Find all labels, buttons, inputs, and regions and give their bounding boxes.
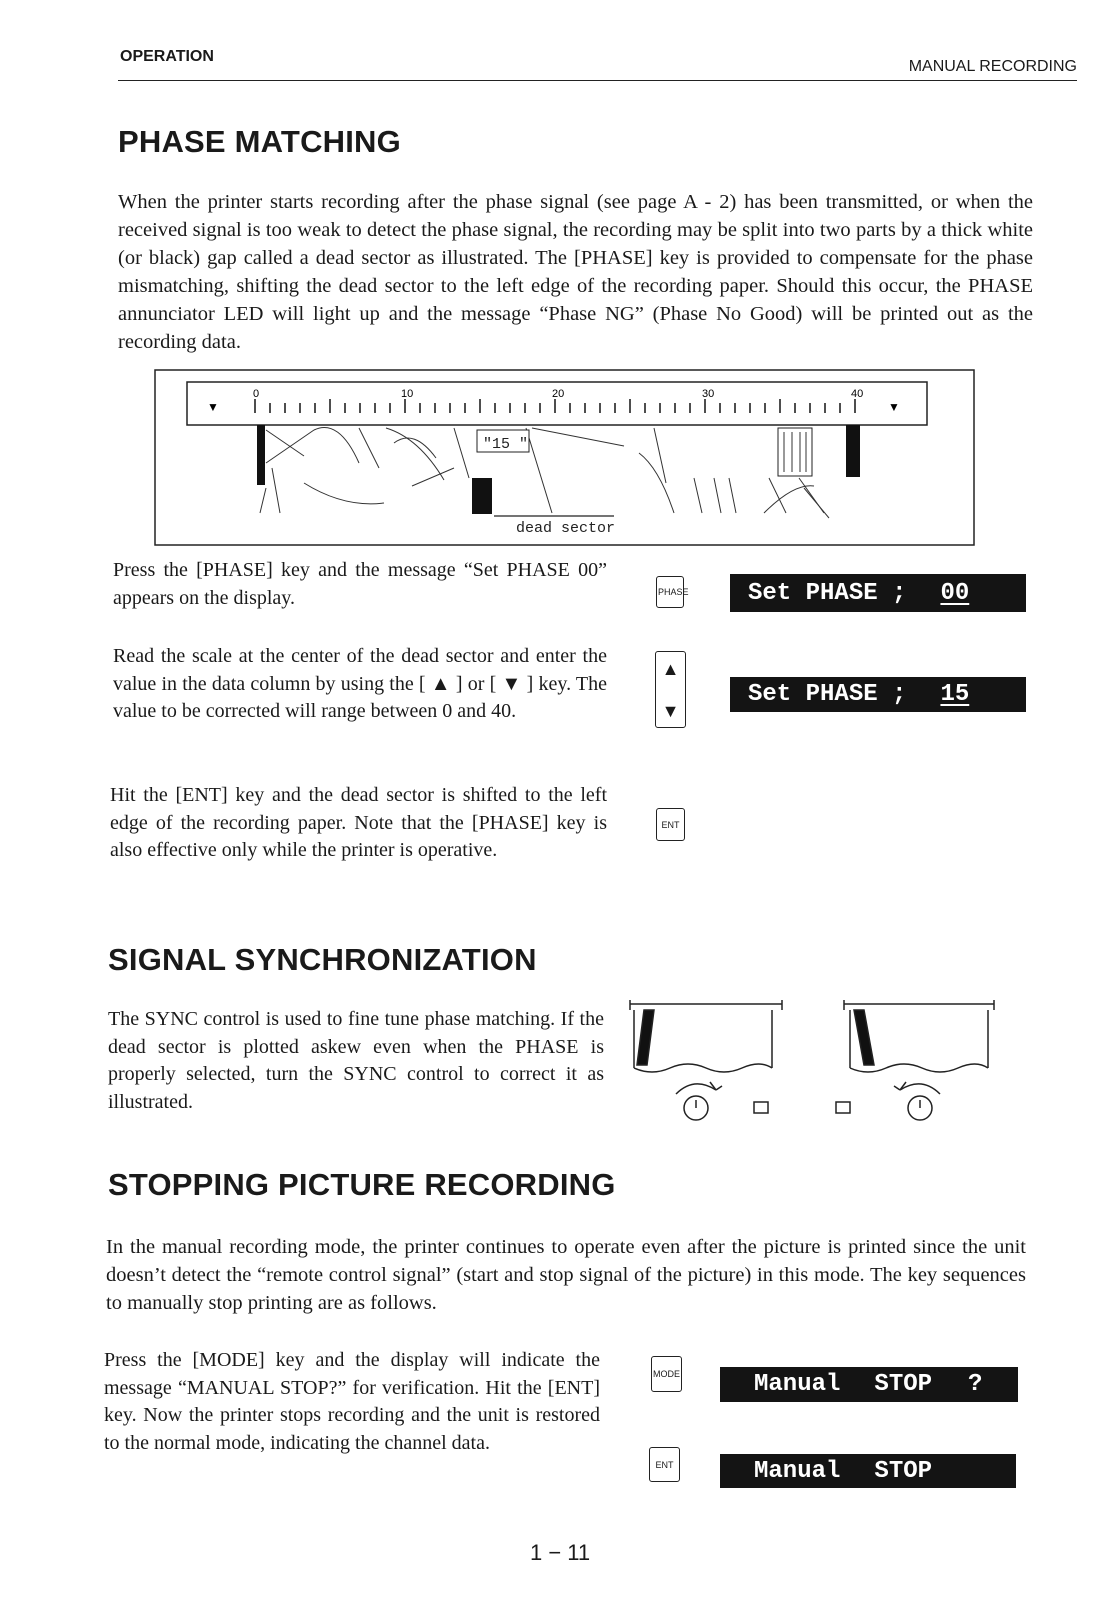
scale-label-10: 10 [401, 388, 414, 400]
ent-key[interactable]: ENT [649, 1447, 680, 1482]
header-rule [118, 80, 1077, 81]
phase-matching-intro: When the printer starts recording after the phase signal (see page A - 2) has been transmitted, or when the received signal is too weak to detect the phase signal, the recording may be split into two parts by a thick white (or black) gap called a dead sector as illustrated. The [PHASE] key is provided to compensate for the phase mismatching, shifting the dead sector to the left edge of the recording paper. Should this occur, the PHASE annunciator LED will light up and the message “Phase NG” (Phase No Good) will be printed out as the recording data. [118, 191, 1033, 353]
sync-illustration [622, 990, 1012, 1130]
left-scale-marker: ▼ [207, 400, 219, 414]
sync-knob-clockwise-icon [676, 1082, 768, 1120]
dead-sector-figure [154, 368, 976, 548]
signal-sync-title: SIGNAL SYNCHRONIZATION [108, 942, 537, 977]
down-arrow-key[interactable]: ▼ [661, 701, 680, 721]
display-value: 00 [940, 579, 970, 607]
paper-askew-right [844, 1000, 994, 1072]
right-scale-marker: ▼ [888, 400, 900, 414]
display-word: STOP [874, 1371, 933, 1398]
ent-key[interactable]: ENT [656, 808, 685, 841]
display-set-phase-00 [730, 574, 1026, 612]
mode-key[interactable]: MODE [651, 1356, 682, 1392]
arrow-keys [655, 651, 686, 728]
scale-label-20: 20 [552, 388, 565, 400]
dead-sector-label: dead sector [516, 520, 616, 537]
scale-label-0: 0 [253, 388, 260, 400]
display-value: 15 [940, 681, 970, 708]
display-word: STOP [874, 1457, 933, 1485]
step-phase-text: Press the [PHASE] key and the message “Set PHASE 00” appears on the display. [113, 559, 607, 609]
scale-label-30: 30 [702, 388, 715, 400]
display-set-phase-15 [730, 677, 1026, 712]
recorded-picture [257, 425, 860, 518]
phase-matching-title: PHASE MATCHING [118, 124, 401, 159]
step-scale-text: Read the scale at the center of the dead sector and enter the value in the data column by using the [ ▲ ] or [ ▼ ] key. The value to be corrected will range between 0 and 40. [113, 645, 607, 722]
header-section: OPERATION [120, 48, 214, 65]
display-label: Set PHASE ; [748, 579, 907, 607]
signal-sync-text: The SYNC control is used to fine tune phase matching. If the dead sector is plotted askew even when the PHASE is properly selected, turn the SYNC control to correct it as illustrated. [108, 1008, 604, 1113]
paper-askew-left [630, 1000, 782, 1072]
value-label: "15 " [483, 436, 529, 453]
phase-key[interactable]: PHASE [656, 576, 684, 608]
display-word: Manual [754, 1457, 841, 1485]
header-chapter: MANUAL RECORDING [908, 58, 1077, 75]
sync-knob-counterclockwise-icon [836, 1082, 940, 1120]
display-word: Manual [754, 1371, 841, 1398]
display-manual-stop [720, 1454, 1016, 1488]
display-word: ? [968, 1371, 983, 1398]
stopping-intro: In the manual recording mode, the printer continues to operate even after the picture is printed since the unit doesn’t detect the “remote control signal” (start and stop signal of the picture) in this mode. The key sequences to manually stop printing are as follows. [106, 1236, 1026, 1314]
stopping-step-text: Press the [MODE] key and the display will indicate the message “MANUAL STOP?” for verification. Hit the [ENT] key. Now the printer stops recording and the unit is restored to the normal mode, indicating the channel data. [104, 1349, 600, 1454]
stopping-title: STOPPING PICTURE RECORDING [108, 1167, 616, 1202]
scale-label-40: 40 [851, 388, 864, 400]
up-arrow-key[interactable]: ▲ [661, 659, 680, 679]
display-label: Set PHASE ; [748, 681, 907, 708]
step-ent-text: Hit the [ENT] key and the dead sector is shifted to the left edge of the recording paper. Note that the [PHASE] key is also effective only while the printer is operative. [110, 784, 607, 861]
display-manual-stop-query [720, 1367, 1018, 1402]
page-number: 1 − 11 [530, 1540, 591, 1565]
